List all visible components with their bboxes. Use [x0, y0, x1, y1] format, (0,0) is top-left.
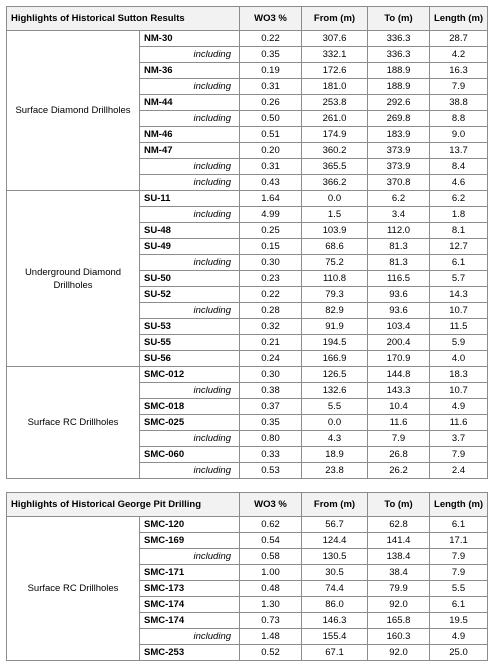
- col-header-length: Length (m): [430, 493, 488, 517]
- to-cell: 143.3: [368, 383, 430, 399]
- length-cell: 14.3: [430, 287, 488, 303]
- to-cell: 144.8: [368, 367, 430, 383]
- wo3-cell: 0.22: [240, 31, 302, 47]
- drillhole-id: SMC-025: [140, 415, 240, 431]
- wo3-cell: 0.19: [240, 63, 302, 79]
- to-cell: 81.3: [368, 255, 430, 271]
- length-cell: 7.9: [430, 447, 488, 463]
- drillhole-id: NM-44: [140, 95, 240, 111]
- from-cell: 194.5: [302, 335, 368, 351]
- length-cell: 2.4: [430, 463, 488, 479]
- length-cell: 12.7: [430, 239, 488, 255]
- col-header-length: Length (m): [430, 7, 488, 31]
- to-cell: 141.4: [368, 533, 430, 549]
- col-header-from: From (m): [302, 493, 368, 517]
- drillhole-id: SMC-253: [140, 645, 240, 661]
- drillhole-id: NM-47: [140, 143, 240, 159]
- wo3-cell: 4.99: [240, 207, 302, 223]
- wo3-cell: 0.23: [240, 271, 302, 287]
- including-label: including: [140, 47, 240, 63]
- group-label: Surface RC Drillholes: [7, 367, 140, 479]
- from-cell: 253.8: [302, 95, 368, 111]
- from-cell: 91.9: [302, 319, 368, 335]
- drillhole-id: SMC-120: [140, 517, 240, 533]
- including-label: including: [140, 629, 240, 645]
- from-cell: 0.0: [302, 191, 368, 207]
- from-cell: 18.9: [302, 447, 368, 463]
- wo3-cell: 0.54: [240, 533, 302, 549]
- from-cell: 172.6: [302, 63, 368, 79]
- wo3-cell: 0.58: [240, 549, 302, 565]
- wo3-cell: 0.15: [240, 239, 302, 255]
- length-cell: 6.2: [430, 191, 488, 207]
- to-cell: 38.4: [368, 565, 430, 581]
- drillhole-id: SU-11: [140, 191, 240, 207]
- length-cell: 4.6: [430, 175, 488, 191]
- from-cell: 82.9: [302, 303, 368, 319]
- length-cell: 38.8: [430, 95, 488, 111]
- drillhole-id: NM-36: [140, 63, 240, 79]
- to-cell: 10.4: [368, 399, 430, 415]
- wo3-cell: 0.35: [240, 415, 302, 431]
- including-label: including: [140, 79, 240, 95]
- to-cell: 93.6: [368, 303, 430, 319]
- including-label: including: [140, 303, 240, 319]
- table-row: [7, 31, 488, 47]
- to-cell: 62.8: [368, 517, 430, 533]
- from-cell: 56.7: [302, 517, 368, 533]
- drillhole-id: SU-53: [140, 319, 240, 335]
- from-cell: 366.2: [302, 175, 368, 191]
- to-cell: 200.4: [368, 335, 430, 351]
- length-cell: 8.4: [430, 159, 488, 175]
- drillhole-id: NM-46: [140, 127, 240, 143]
- wo3-cell: 0.21: [240, 335, 302, 351]
- length-cell: 28.7: [430, 31, 488, 47]
- group-label: Surface Diamond Drillholes: [7, 31, 140, 191]
- wo3-cell: 0.53: [240, 463, 302, 479]
- to-cell: 93.6: [368, 287, 430, 303]
- wo3-cell: 0.62: [240, 517, 302, 533]
- to-cell: 188.9: [368, 79, 430, 95]
- length-cell: 10.7: [430, 383, 488, 399]
- length-cell: 10.7: [430, 303, 488, 319]
- drillhole-id: SMC-169: [140, 533, 240, 549]
- including-label: including: [140, 549, 240, 565]
- length-cell: 25.0: [430, 645, 488, 661]
- drillhole-id: SMC-171: [140, 565, 240, 581]
- wo3-cell: 0.73: [240, 613, 302, 629]
- from-cell: 261.0: [302, 111, 368, 127]
- to-cell: 160.3: [368, 629, 430, 645]
- length-cell: 6.1: [430, 255, 488, 271]
- length-cell: 1.8: [430, 207, 488, 223]
- to-cell: 292.6: [368, 95, 430, 111]
- table-title: Highlights of Historical George Pit Drilling: [7, 493, 240, 517]
- wo3-cell: 0.28: [240, 303, 302, 319]
- col-header-to: To (m): [368, 7, 430, 31]
- wo3-cell: 0.22: [240, 287, 302, 303]
- length-cell: 11.6: [430, 415, 488, 431]
- drillhole-id: NM-30: [140, 31, 240, 47]
- wo3-cell: 0.37: [240, 399, 302, 415]
- drillhole-id: SMC-012: [140, 367, 240, 383]
- from-cell: 146.3: [302, 613, 368, 629]
- wo3-cell: 0.31: [240, 79, 302, 95]
- to-cell: 373.9: [368, 143, 430, 159]
- drillhole-id: SMC-173: [140, 581, 240, 597]
- length-cell: 9.0: [430, 127, 488, 143]
- wo3-cell: 1.00: [240, 565, 302, 581]
- wo3-cell: 1.48: [240, 629, 302, 645]
- drillhole-id: SU-50: [140, 271, 240, 287]
- length-cell: 4.9: [430, 399, 488, 415]
- table-row: [7, 517, 488, 533]
- length-cell: 6.1: [430, 597, 488, 613]
- length-cell: 18.3: [430, 367, 488, 383]
- drillhole-id: SMC-018: [140, 399, 240, 415]
- drillhole-id: SMC-174: [140, 597, 240, 613]
- including-label: including: [140, 255, 240, 271]
- length-cell: 8.8: [430, 111, 488, 127]
- from-cell: 174.9: [302, 127, 368, 143]
- to-cell: 6.2: [368, 191, 430, 207]
- drillhole-id: SMC-174: [140, 613, 240, 629]
- from-cell: 360.2: [302, 143, 368, 159]
- wo3-cell: 0.30: [240, 255, 302, 271]
- wo3-cell: 0.50: [240, 111, 302, 127]
- wo3-cell: 1.30: [240, 597, 302, 613]
- to-cell: 92.0: [368, 645, 430, 661]
- to-cell: 103.4: [368, 319, 430, 335]
- including-label: including: [140, 159, 240, 175]
- including-label: including: [140, 463, 240, 479]
- from-cell: 103.9: [302, 223, 368, 239]
- drillhole-id: SU-48: [140, 223, 240, 239]
- wo3-cell: 0.26: [240, 95, 302, 111]
- from-cell: 126.5: [302, 367, 368, 383]
- length-cell: 16.3: [430, 63, 488, 79]
- from-cell: 166.9: [302, 351, 368, 367]
- group-label: Underground Diamond Drillholes: [7, 191, 140, 367]
- to-cell: 116.5: [368, 271, 430, 287]
- wo3-cell: 0.31: [240, 159, 302, 175]
- sutton-results-table: [6, 6, 488, 479]
- from-cell: 0.0: [302, 415, 368, 431]
- including-label: including: [140, 111, 240, 127]
- from-cell: 23.8: [302, 463, 368, 479]
- length-cell: 7.9: [430, 79, 488, 95]
- length-cell: 3.7: [430, 431, 488, 447]
- to-cell: 81.3: [368, 239, 430, 255]
- table-header-row: [7, 7, 488, 31]
- wo3-cell: 0.38: [240, 383, 302, 399]
- from-cell: 332.1: [302, 47, 368, 63]
- to-cell: 183.9: [368, 127, 430, 143]
- from-cell: 68.6: [302, 239, 368, 255]
- george-pit-table: [6, 492, 488, 661]
- from-cell: 4.3: [302, 431, 368, 447]
- col-header-wo3: WO3 %: [240, 7, 302, 31]
- from-cell: 30.5: [302, 565, 368, 581]
- table-row: [7, 367, 488, 383]
- to-cell: 370.8: [368, 175, 430, 191]
- length-cell: 4.2: [430, 47, 488, 63]
- from-cell: 1.5: [302, 207, 368, 223]
- length-cell: 6.1: [430, 517, 488, 533]
- length-cell: 7.9: [430, 565, 488, 581]
- table-title: Highlights of Historical Sutton Results: [7, 7, 240, 31]
- wo3-cell: 0.24: [240, 351, 302, 367]
- from-cell: 74.4: [302, 581, 368, 597]
- to-cell: 26.8: [368, 447, 430, 463]
- from-cell: 365.5: [302, 159, 368, 175]
- from-cell: 130.5: [302, 549, 368, 565]
- from-cell: 181.0: [302, 79, 368, 95]
- to-cell: 188.9: [368, 63, 430, 79]
- wo3-cell: 0.48: [240, 581, 302, 597]
- including-label: including: [140, 207, 240, 223]
- col-header-to: To (m): [368, 493, 430, 517]
- wo3-cell: 0.33: [240, 447, 302, 463]
- length-cell: 5.9: [430, 335, 488, 351]
- group-label: Surface RC Drillholes: [7, 517, 140, 661]
- wo3-cell: 0.51: [240, 127, 302, 143]
- to-cell: 11.6: [368, 415, 430, 431]
- from-cell: 67.1: [302, 645, 368, 661]
- to-cell: 3.4: [368, 207, 430, 223]
- to-cell: 336.3: [368, 31, 430, 47]
- length-cell: 13.7: [430, 143, 488, 159]
- to-cell: 79.9: [368, 581, 430, 597]
- length-cell: 4.9: [430, 629, 488, 645]
- length-cell: 5.7: [430, 271, 488, 287]
- drillhole-id: SU-56: [140, 351, 240, 367]
- to-cell: 373.9: [368, 159, 430, 175]
- wo3-cell: 0.52: [240, 645, 302, 661]
- length-cell: 5.5: [430, 581, 488, 597]
- from-cell: 132.6: [302, 383, 368, 399]
- including-label: including: [140, 175, 240, 191]
- drillhole-id: SU-52: [140, 287, 240, 303]
- table-row: [7, 191, 488, 207]
- to-cell: 269.8: [368, 111, 430, 127]
- table-header-row: [7, 493, 488, 517]
- to-cell: 92.0: [368, 597, 430, 613]
- to-cell: 336.3: [368, 47, 430, 63]
- length-cell: 7.9: [430, 549, 488, 565]
- length-cell: 11.5: [430, 319, 488, 335]
- length-cell: 19.5: [430, 613, 488, 629]
- from-cell: 79.3: [302, 287, 368, 303]
- from-cell: 75.2: [302, 255, 368, 271]
- from-cell: 155.4: [302, 629, 368, 645]
- to-cell: 138.4: [368, 549, 430, 565]
- drillhole-id: SU-55: [140, 335, 240, 351]
- wo3-cell: 0.35: [240, 47, 302, 63]
- including-label: including: [140, 431, 240, 447]
- from-cell: 5.5: [302, 399, 368, 415]
- wo3-cell: 0.32: [240, 319, 302, 335]
- to-cell: 170.9: [368, 351, 430, 367]
- from-cell: 124.4: [302, 533, 368, 549]
- wo3-cell: 0.43: [240, 175, 302, 191]
- col-header-from: From (m): [302, 7, 368, 31]
- from-cell: 307.6: [302, 31, 368, 47]
- drillhole-id: SMC-060: [140, 447, 240, 463]
- wo3-cell: 0.30: [240, 367, 302, 383]
- to-cell: 7.9: [368, 431, 430, 447]
- drillhole-id: SU-49: [140, 239, 240, 255]
- including-label: including: [140, 383, 240, 399]
- length-cell: 17.1: [430, 533, 488, 549]
- wo3-cell: 0.80: [240, 431, 302, 447]
- to-cell: 26.2: [368, 463, 430, 479]
- from-cell: 86.0: [302, 597, 368, 613]
- from-cell: 110.8: [302, 271, 368, 287]
- length-cell: 4.0: [430, 351, 488, 367]
- length-cell: 8.1: [430, 223, 488, 239]
- col-header-wo3: WO3 %: [240, 493, 302, 517]
- wo3-cell: 0.20: [240, 143, 302, 159]
- wo3-cell: 1.64: [240, 191, 302, 207]
- to-cell: 165.8: [368, 613, 430, 629]
- to-cell: 112.0: [368, 223, 430, 239]
- wo3-cell: 0.25: [240, 223, 302, 239]
